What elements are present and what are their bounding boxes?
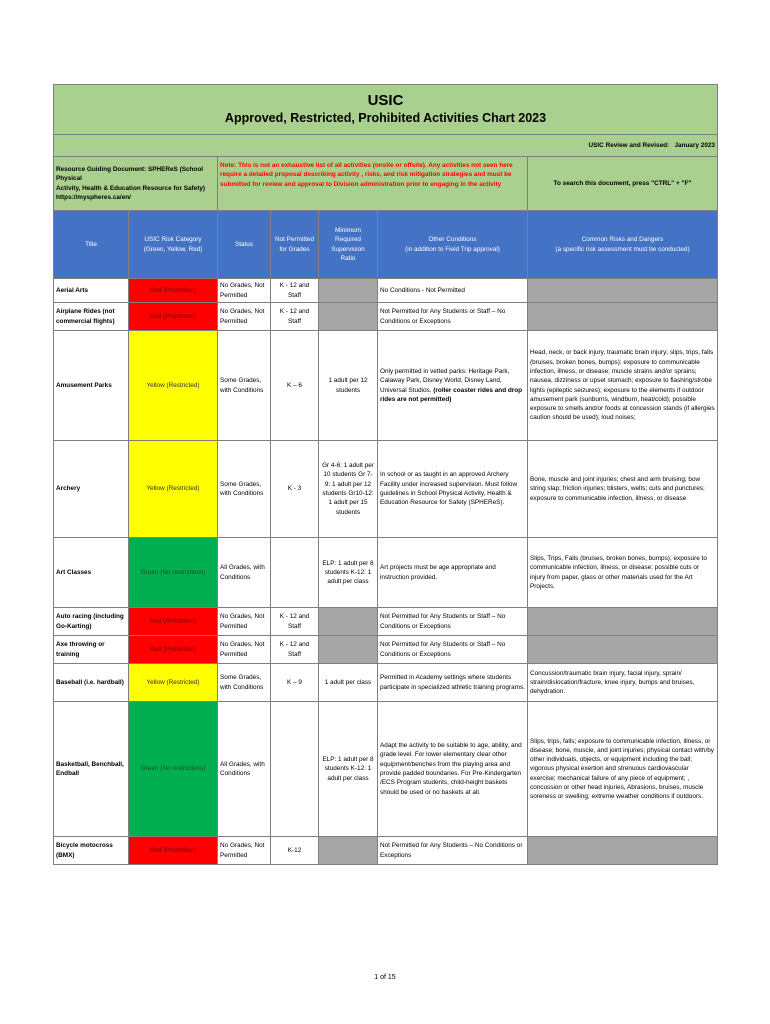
resource-line-2: Activity, Health & Education Resource for Safety) xyxy=(56,184,206,192)
common-risks xyxy=(528,608,718,636)
common-risks: Concussion/traumatic brain injury, facial injury, sprain/ strain/dislocation/fracture, knee injury, bumps and bruises, dehydration. xyxy=(528,664,718,702)
common-risks: Slips, trips, falls; exposure to communicable infection, illness, or disease; bone, muscle, and joint injuries; physical contact with/by other individuals, objects, or equipment including the ball; vigorous physical exertion and strenuous cardiovascular exercise; mechanical failure of any piece of equipment; , concussion or other head injuries, Abrasions, bruises, muscle soreness or swelling; extreme weather conditions if outdoors. xyxy=(528,702,718,837)
col-common-risks: Common Risks and Dangers (a specific risk assessment must be conducted) xyxy=(528,211,718,279)
activity-title: Art Classes xyxy=(54,538,129,608)
supervision-ratio: ELP: 1 adult per 8 students K-12: 1 adult per class xyxy=(319,702,378,837)
supervision-ratio xyxy=(319,279,378,303)
not-permitted-grades: K - 12 and Staff xyxy=(271,608,319,636)
activities-chart-table xyxy=(53,84,718,865)
not-permitted-grades: K - 12 and Staff xyxy=(271,279,319,303)
not-permitted-grades: K-12 xyxy=(271,837,319,865)
other-conditions: Not Permitted for Any Students or Staff – No Conditions or Exceptions xyxy=(378,636,528,664)
other-conditions: Only permitted in vetted parks: Heritage Park, Calaway Park, Disney World, Disney Land, Universal Studios. (roller coaster rides and drop rides are not permitted) xyxy=(378,331,528,441)
not-permitted-grades xyxy=(271,538,319,608)
col-not-permitted: Not Permitted for Grades xyxy=(271,211,319,279)
review-date: January 2023 xyxy=(674,141,715,149)
table-row xyxy=(54,279,718,303)
search-hint: To search this document, press "CTRL" + "F" xyxy=(528,157,718,211)
table-row xyxy=(54,837,718,865)
supervision-ratio: 1 adult per class xyxy=(319,664,378,702)
not-permitted-grades xyxy=(271,702,319,837)
col-other-conditions: Other Conditions (in addition to Field Trip approval) xyxy=(378,211,528,279)
page-number: 1 of 15 xyxy=(374,974,396,981)
risk-category: Green (No restrictions) xyxy=(129,702,218,837)
activity-title: Basketball, Benchball, Endball xyxy=(54,702,129,837)
supervision-ratio xyxy=(319,837,378,865)
status: No Grades, Not Permitted xyxy=(218,608,271,636)
chart-title-block xyxy=(54,85,718,135)
review-line xyxy=(54,135,718,157)
org-title: USIC xyxy=(367,92,404,110)
resource-cell xyxy=(54,157,218,211)
status: No Grades, Not Permitted xyxy=(218,636,271,664)
resource-line-1: Resource Guiding Document: SPHEReS (School Physical xyxy=(56,165,204,183)
table-row xyxy=(54,303,718,331)
activity-title: Baseball (i.e. hardball) xyxy=(54,664,129,702)
conditions-emphasis: (roller coaster rides and drop rides are not permitted) xyxy=(380,386,523,403)
risk-category: Green (No restrictions) xyxy=(129,538,218,608)
activity-title: Archery xyxy=(54,441,129,538)
chart-title: Approved, Restricted, Prohibited Activities Chart 2023 xyxy=(224,111,547,126)
table-row xyxy=(54,538,718,608)
risk-category: Yellow (Restricted) xyxy=(129,441,218,538)
table-row xyxy=(54,702,718,837)
activity-title: Auto racing (including Go-Karting) xyxy=(54,608,129,636)
common-risks xyxy=(528,303,718,331)
activity-title: Bicycle motocross (BMX) xyxy=(54,837,129,865)
common-risks: Slips, Trips, Falls (bruises, broken bones, bumps); exposure to communicable infection, illness, or disease; possible cuts or injury from paper, glass or other materials used for the Art Projects. xyxy=(528,538,718,608)
supervision-ratio xyxy=(319,636,378,664)
common-risks xyxy=(528,279,718,303)
risk-category: Red (Prohibited) xyxy=(129,608,218,636)
table-row xyxy=(54,608,718,636)
common-risks xyxy=(528,837,718,865)
risk-category: Yellow (Restricted) xyxy=(129,664,218,702)
risk-category: Red (Prohibited) xyxy=(129,279,218,303)
supervision-ratio xyxy=(319,303,378,331)
common-risks: Bone, muscle and joint injuries; chest and arm bruising; bow string slap; friction injuries; blisters, welts; cuts and punctures; exposure to communicable infection, illness, or disease xyxy=(528,441,718,538)
activity-title: Aerial Arts xyxy=(54,279,129,303)
other-conditions: Adapt the activity to be suitable to age, ability, and grade level. For lower elementary clear other equipment/benches from the playing area and provide padded boundaries. For Pre-Kindergarten /ECS Program students, child-height baskets should be used or no baskets at all. xyxy=(378,702,528,837)
review-label: USIC Review and Revised: xyxy=(588,141,670,149)
supervision-ratio xyxy=(319,608,378,636)
not-permitted-grades: K - 12 and Staff xyxy=(271,636,319,664)
not-permitted-grades: K – 9 xyxy=(271,664,319,702)
status: Some Grades, with Conditions xyxy=(218,331,271,441)
activity-title: Amusement Parks xyxy=(54,331,129,441)
resource-url[interactable]: https://myspheres.ca/en/ xyxy=(56,193,131,201)
not-permitted-grades: K - 3 xyxy=(271,441,319,538)
risk-category: Red (Prohibited) xyxy=(129,636,218,664)
col-title: Title xyxy=(54,211,129,279)
status: All Grades, with Conditions xyxy=(218,538,271,608)
other-conditions: In school or as taught in an approved Archery Facility under increased supervision. Must follow guidelines in School Physical Activity, Health & Education Resource for Safety (SPHEReS). xyxy=(378,441,528,538)
status: No Grades, Not Permitted xyxy=(218,303,271,331)
status: No Grades, Not Permitted xyxy=(218,279,271,303)
col-risk-category: USIC Risk Category (Green, Yellow, Red) xyxy=(129,211,218,279)
other-conditions: Art projects must be age appropriate and instruction provided. xyxy=(378,538,528,608)
table-row xyxy=(54,441,718,538)
status: Some Grades, with Conditions xyxy=(218,441,271,538)
risk-category: Red (Prohibited) xyxy=(129,303,218,331)
supervision-ratio: Gr 4-6: 1 adult per 10 students Gr 7-9: 1 adult per 12 students Gr10-12: 1 adult per 15 students xyxy=(319,441,378,538)
supervision-ratio: 1 adult per 12 students xyxy=(319,331,378,441)
supervision-ratio: ELP: 1 adult per 8 students K-12: 1 adult per class xyxy=(319,538,378,608)
risk-category: Yellow (Restricted) xyxy=(129,331,218,441)
table-row xyxy=(54,664,718,702)
activity-title: Airplane Rides (not commercial flights) xyxy=(54,303,129,331)
other-conditions: Not Permitted for Any Students or Staff – No Conditions or Exceptions xyxy=(378,303,528,331)
not-permitted-grades: K – 6 xyxy=(271,331,319,441)
other-conditions: Permitted in Academy settings where students participate in specialized athletic training programs. xyxy=(378,664,528,702)
table-row xyxy=(54,331,718,441)
col-status: Status xyxy=(218,211,271,279)
other-conditions: No Conditions - Not Permitted xyxy=(378,279,528,303)
other-conditions: Not Permitted for Any Students – No Conditions or Exceptions xyxy=(378,837,528,865)
status: No Grades, Not Permitted xyxy=(218,837,271,865)
table-row xyxy=(54,636,718,664)
col-supervision-ratio: Minimum Required Supervision Ratio xyxy=(319,211,378,279)
status: All Grades, with Conditions xyxy=(218,702,271,837)
risk-category: Red (Prohibited) xyxy=(129,837,218,865)
common-risks: Head, neck, or back injury, traumatic brain injury; slips, trips, falls (bruises, broken bones, bumps); exposure to communicable infection, illness, or disease; muscle strains and/or sprains; nausea, dizziness or upset stomach; exposure to flashing/strobe lights (epileptic seizures); exposure to the elements if outdoor amusement park (sunburns, windburn, heat/cold); possible exposure to smells and/or foods at concession stands (if allergies caution should be used); loud noises; xyxy=(528,331,718,441)
disclaimer-note: Note: This is not an exhaustive list of all activities (onsite or offsite). Any activities not seen here require a detailed proposal describing activity , risks, and risk mitigation strategies and must be submitted for review and approval to Division administration prior to engaging in the activity xyxy=(218,157,528,211)
not-permitted-grades: K - 12 and Staff xyxy=(271,303,319,331)
status: Some Grades, with Conditions xyxy=(218,664,271,702)
activity-title: Axe throwing or training xyxy=(54,636,129,664)
common-risks xyxy=(528,636,718,664)
other-conditions: Not Permitted for Any Students or Staff – No Conditions or Exceptions xyxy=(378,608,528,636)
